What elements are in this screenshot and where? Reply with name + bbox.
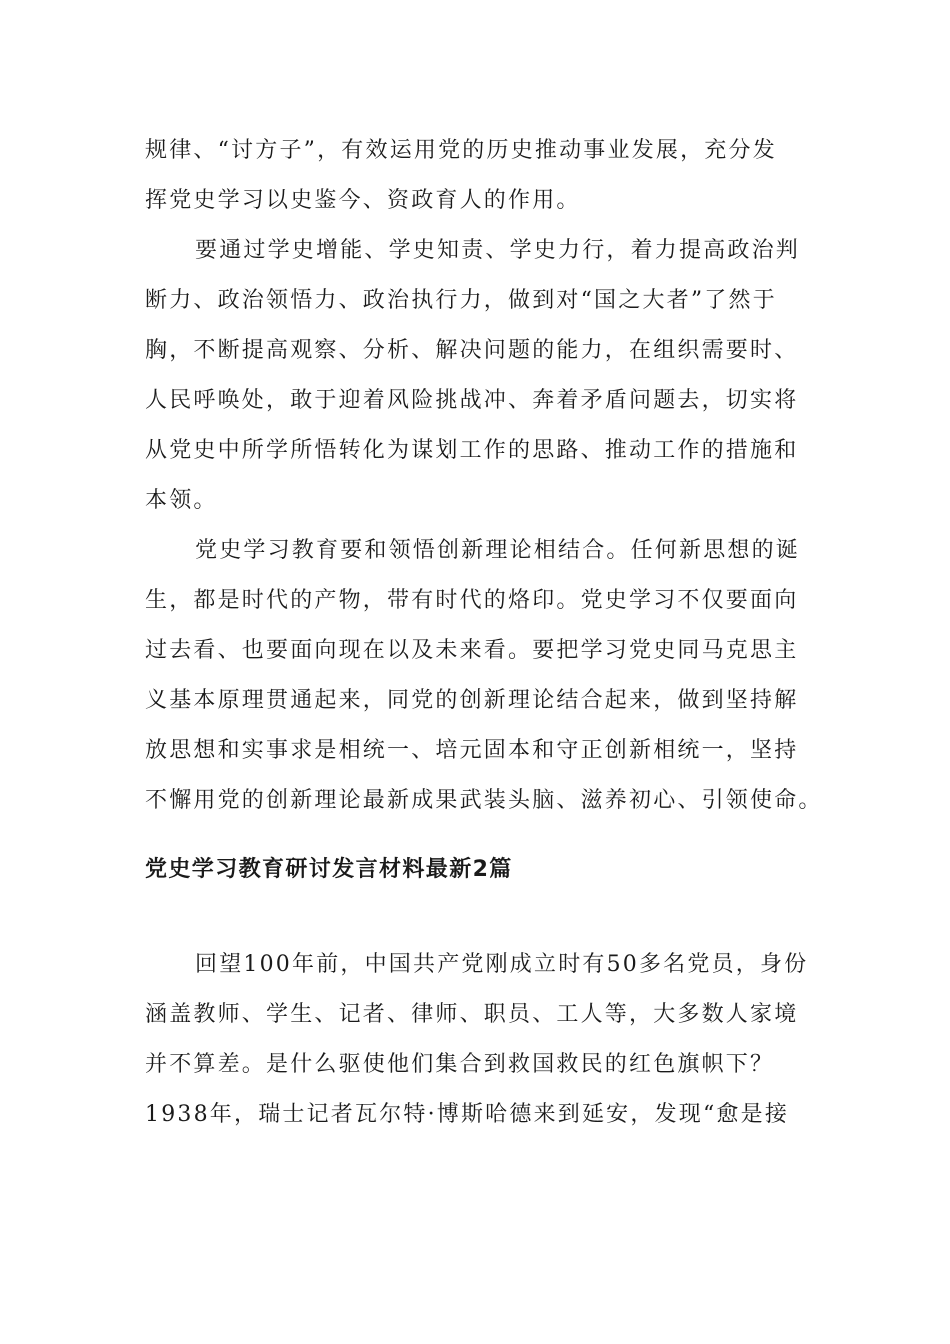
paragraph-3-line-3: 过去看、也要面向现在以及未来看。要把学习党史同马克思主	[145, 638, 799, 663]
paragraph-3-line-4: 义基本原理贯通起来，同党的创新理论结合起来，做到坚持解	[145, 688, 799, 713]
section-heading: 党史学习教育研讨发言材料最新2篇	[145, 857, 513, 882]
paragraph-2-line-3: 胸，不断提高观察、分析、解决问题的能力，在组织需要时、	[145, 338, 799, 363]
paragraph-2-line-6: 本领。	[145, 488, 218, 513]
paragraph-4-line-1: 回望100年前，中国共产党刚成立时有50多名党员，身份	[195, 952, 809, 977]
paragraph-2-line-5: 从党史中所学所悟转化为谋划工作的思路、推动工作的措施和	[145, 438, 799, 463]
paragraph-4-line-3: 并不算差。是什么驱使他们集合到救国救民的红色旗帜下？	[145, 1052, 775, 1077]
paragraph-3-line-2: 生，都是时代的产物，带有时代的烙印。党史学习不仅要面向	[145, 588, 799, 613]
paragraph-3-line-6: 不懈用党的创新理论最新成果武装头脑、滋养初心、引领使命。	[145, 788, 823, 813]
paragraph-2-line-4: 人民呼唤处，敢于迎着风险挑战冲、奔着矛盾问题去，切实将	[145, 388, 799, 413]
paragraph-1-line-1: 规律、“讨方子”，有效运用党的历史推动事业发展，充分发	[145, 138, 777, 163]
paragraph-4-line-2: 涵盖教师、学生、记者、律师、职员、工人等，大多数人家境	[145, 1002, 799, 1027]
paragraph-3-line-1: 党史学习教育要和领悟创新理论相结合。任何新思想的诞	[195, 538, 801, 563]
paragraph-4-line-4: 1938年，瑞士记者瓦尔特·博斯哈德来到延安，发现“愈是接	[145, 1102, 790, 1127]
paragraph-3-line-5: 放思想和实事求是相统一、培元固本和守正创新相统一，坚持	[145, 738, 799, 763]
paragraph-1-line-2: 挥党史学习以史鉴今、资政育人的作用。	[145, 188, 581, 213]
paragraph-2-line-1: 要通过学史增能、学史知责、学史力行，着力提高政治判	[195, 238, 801, 263]
paragraph-2-line-2: 断力、政治领悟力、政治执行力，做到对“国之大者”了然于	[145, 288, 777, 313]
